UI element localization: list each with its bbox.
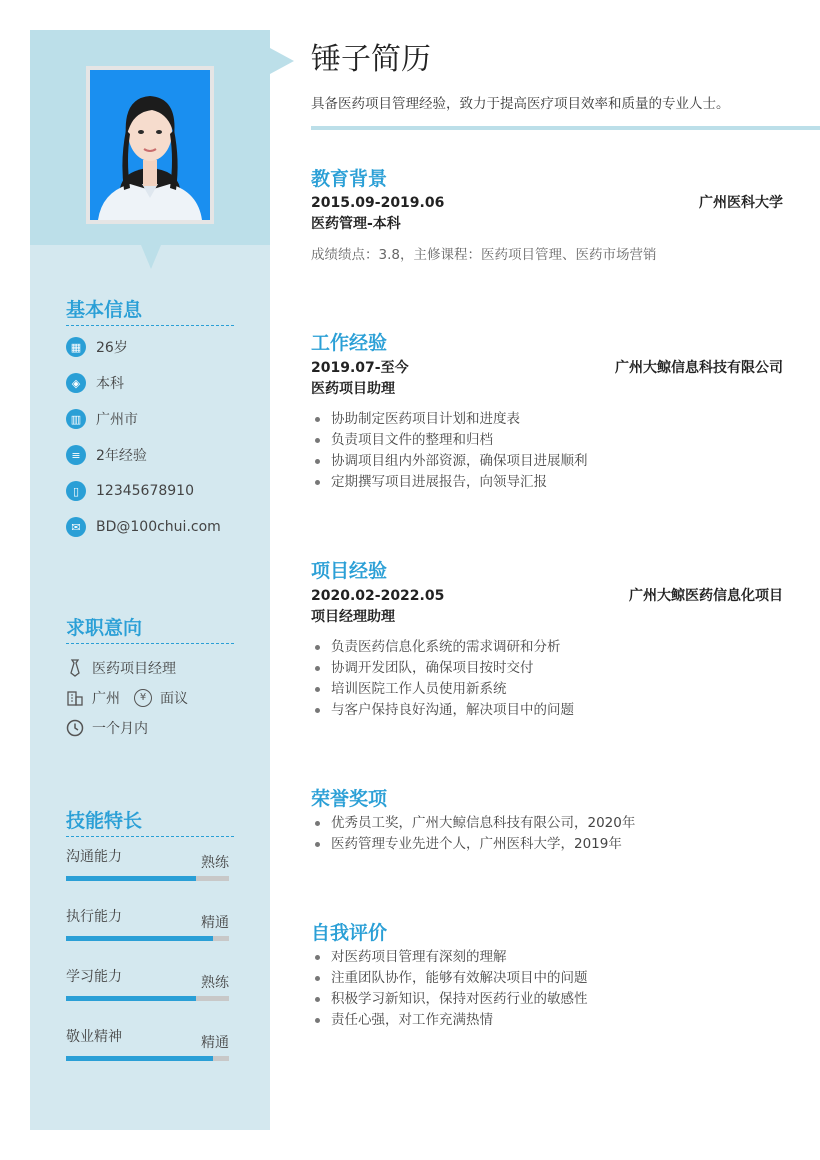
document-icon: ≡ — [66, 445, 86, 465]
education-major: 医药管理-本科 — [311, 216, 401, 232]
intent-availability — [66, 717, 148, 739]
info-city — [66, 408, 138, 430]
skill-level: 精通 — [201, 915, 229, 931]
education-title: 教育背景 — [311, 168, 388, 190]
intent-availability-text: 一个月内 — [92, 721, 148, 737]
skill-item — [66, 846, 229, 881]
resume-name: 锤子简历 — [311, 42, 431, 77]
skill-level: 熟练 — [201, 975, 229, 991]
info-degree-text: 本科 — [96, 376, 124, 392]
info-email — [66, 516, 221, 538]
resume-summary: 具备医药项目管理经验，致力于提高医疗项目效率和质量的专业人士。 — [311, 96, 730, 112]
profile-photo — [90, 70, 210, 220]
tie-icon — [66, 659, 84, 677]
list-item: 医药管理专业先进个人，广州医科大学，2019年 — [311, 834, 791, 855]
list-item: 协调开发团队，确保项目按时交付 — [311, 658, 791, 679]
info-city-text: 广州市 — [96, 412, 138, 428]
list-item: 注重团队协作，能够有效解决项目中的问题 — [311, 968, 791, 989]
list-item: 负责医药信息化系统的需求调研和分析 — [311, 637, 791, 658]
skill-name: 敬业精神 — [66, 1029, 122, 1045]
info-experience-text: 2年经验 — [96, 448, 147, 464]
work-row — [311, 358, 783, 378]
sidebar — [30, 30, 270, 1130]
mail-icon: ✉ — [66, 517, 86, 537]
list-item: 积极学习新知识，保持对医药行业的敏感性 — [311, 989, 791, 1010]
info-experience — [66, 444, 147, 466]
intent-city-salary — [66, 687, 188, 709]
skill-bar — [66, 876, 229, 881]
list-item: 协调项目组内外部资源，确保项目进展顺利 — [311, 451, 791, 472]
info-age-text: 26岁 — [96, 340, 128, 356]
intent-position — [66, 657, 176, 679]
header-divider — [311, 126, 820, 130]
work-company: 广州大鲸信息科技有限公司 — [615, 360, 783, 376]
building-icon: ▥ — [66, 409, 86, 429]
skill-item — [66, 966, 229, 1001]
info-email-text: BD@100chui.com — [96, 519, 221, 535]
list-item: 对医药项目管理有深刻的理解 — [311, 947, 791, 968]
list-item: 与客户保持良好沟通，解决项目中的问题 — [311, 700, 791, 721]
skills-title: 技能特长 — [66, 809, 234, 837]
work-period: 2019.07-至今 — [311, 360, 409, 376]
list-item: 责任心强，对工作充满热情 — [311, 1010, 791, 1031]
project-role: 项目经理助理 — [311, 609, 395, 625]
education-details: 成绩绩点：3.8，主修课程：医药项目管理、医药市场营销 — [311, 247, 657, 263]
info-age — [66, 336, 128, 358]
list-item: 负责项目文件的整理和归档 — [311, 430, 791, 451]
work-title: 工作经验 — [311, 332, 388, 354]
project-row — [311, 586, 783, 606]
profile-photo-frame — [86, 66, 214, 224]
info-degree — [66, 372, 124, 394]
honors-title: 荣誉奖项 — [311, 788, 388, 810]
project-period: 2020.02-2022.05 — [311, 588, 445, 604]
skill-bar-fill — [66, 936, 213, 941]
city-building-icon — [66, 689, 84, 707]
project-title: 项目经验 — [311, 560, 388, 582]
intent-position-text: 医药项目经理 — [92, 661, 176, 677]
list-item: 协助制定医药项目计划和进度表 — [311, 409, 791, 430]
skill-bar-fill — [66, 1056, 213, 1061]
skill-level: 熟练 — [201, 855, 229, 871]
list-item: 优秀员工奖，广州大鲸信息科技有限公司，2020年 — [311, 813, 791, 834]
work-bullets — [311, 409, 791, 493]
skill-name: 学习能力 — [66, 969, 122, 985]
basic-info-title: 基本信息 — [66, 298, 234, 326]
intent-city-text: 广州 — [92, 691, 120, 707]
job-intent-title: 求职意向 — [66, 616, 234, 644]
education-row — [311, 193, 783, 213]
header-pointer — [270, 48, 294, 74]
skill-item — [66, 906, 229, 941]
skill-name: 沟通能力 — [66, 849, 122, 865]
list-item: 培训医院工作人员使用新系统 — [311, 679, 791, 700]
phone-icon: ▯ — [66, 481, 86, 501]
skill-bar — [66, 1056, 229, 1061]
graduation-cap-icon: ◈ — [66, 373, 86, 393]
skill-name: 执行能力 — [66, 909, 122, 925]
clock-icon — [66, 719, 84, 737]
skill-level: 精通 — [201, 1035, 229, 1051]
info-phone — [66, 480, 194, 502]
self-eval-title: 自我评价 — [311, 922, 388, 944]
calendar-icon: ▦ — [66, 337, 86, 357]
yen-icon: ¥ — [134, 689, 152, 707]
sidebar-notch — [141, 245, 161, 269]
work-role: 医药项目助理 — [311, 381, 395, 397]
intent-salary-text: 面议 — [160, 691, 188, 707]
project-bullets — [311, 637, 791, 721]
education-school: 广州医科大学 — [699, 195, 783, 211]
honors-bullets — [311, 813, 791, 855]
portrait-illustration — [90, 70, 210, 220]
skill-bar — [66, 996, 229, 1001]
info-phone-text: 12345678910 — [96, 483, 194, 499]
project-name: 广州大鲸医药信息化项目 — [629, 588, 783, 604]
list-item: 定期撰写项目进展报告，向领导汇报 — [311, 472, 791, 493]
skill-bar-fill — [66, 876, 196, 881]
skill-bar — [66, 936, 229, 941]
skill-bar-fill — [66, 996, 196, 1001]
education-period: 2015.09-2019.06 — [311, 195, 445, 211]
self-eval-bullets — [311, 947, 791, 1031]
skill-item — [66, 1026, 229, 1061]
